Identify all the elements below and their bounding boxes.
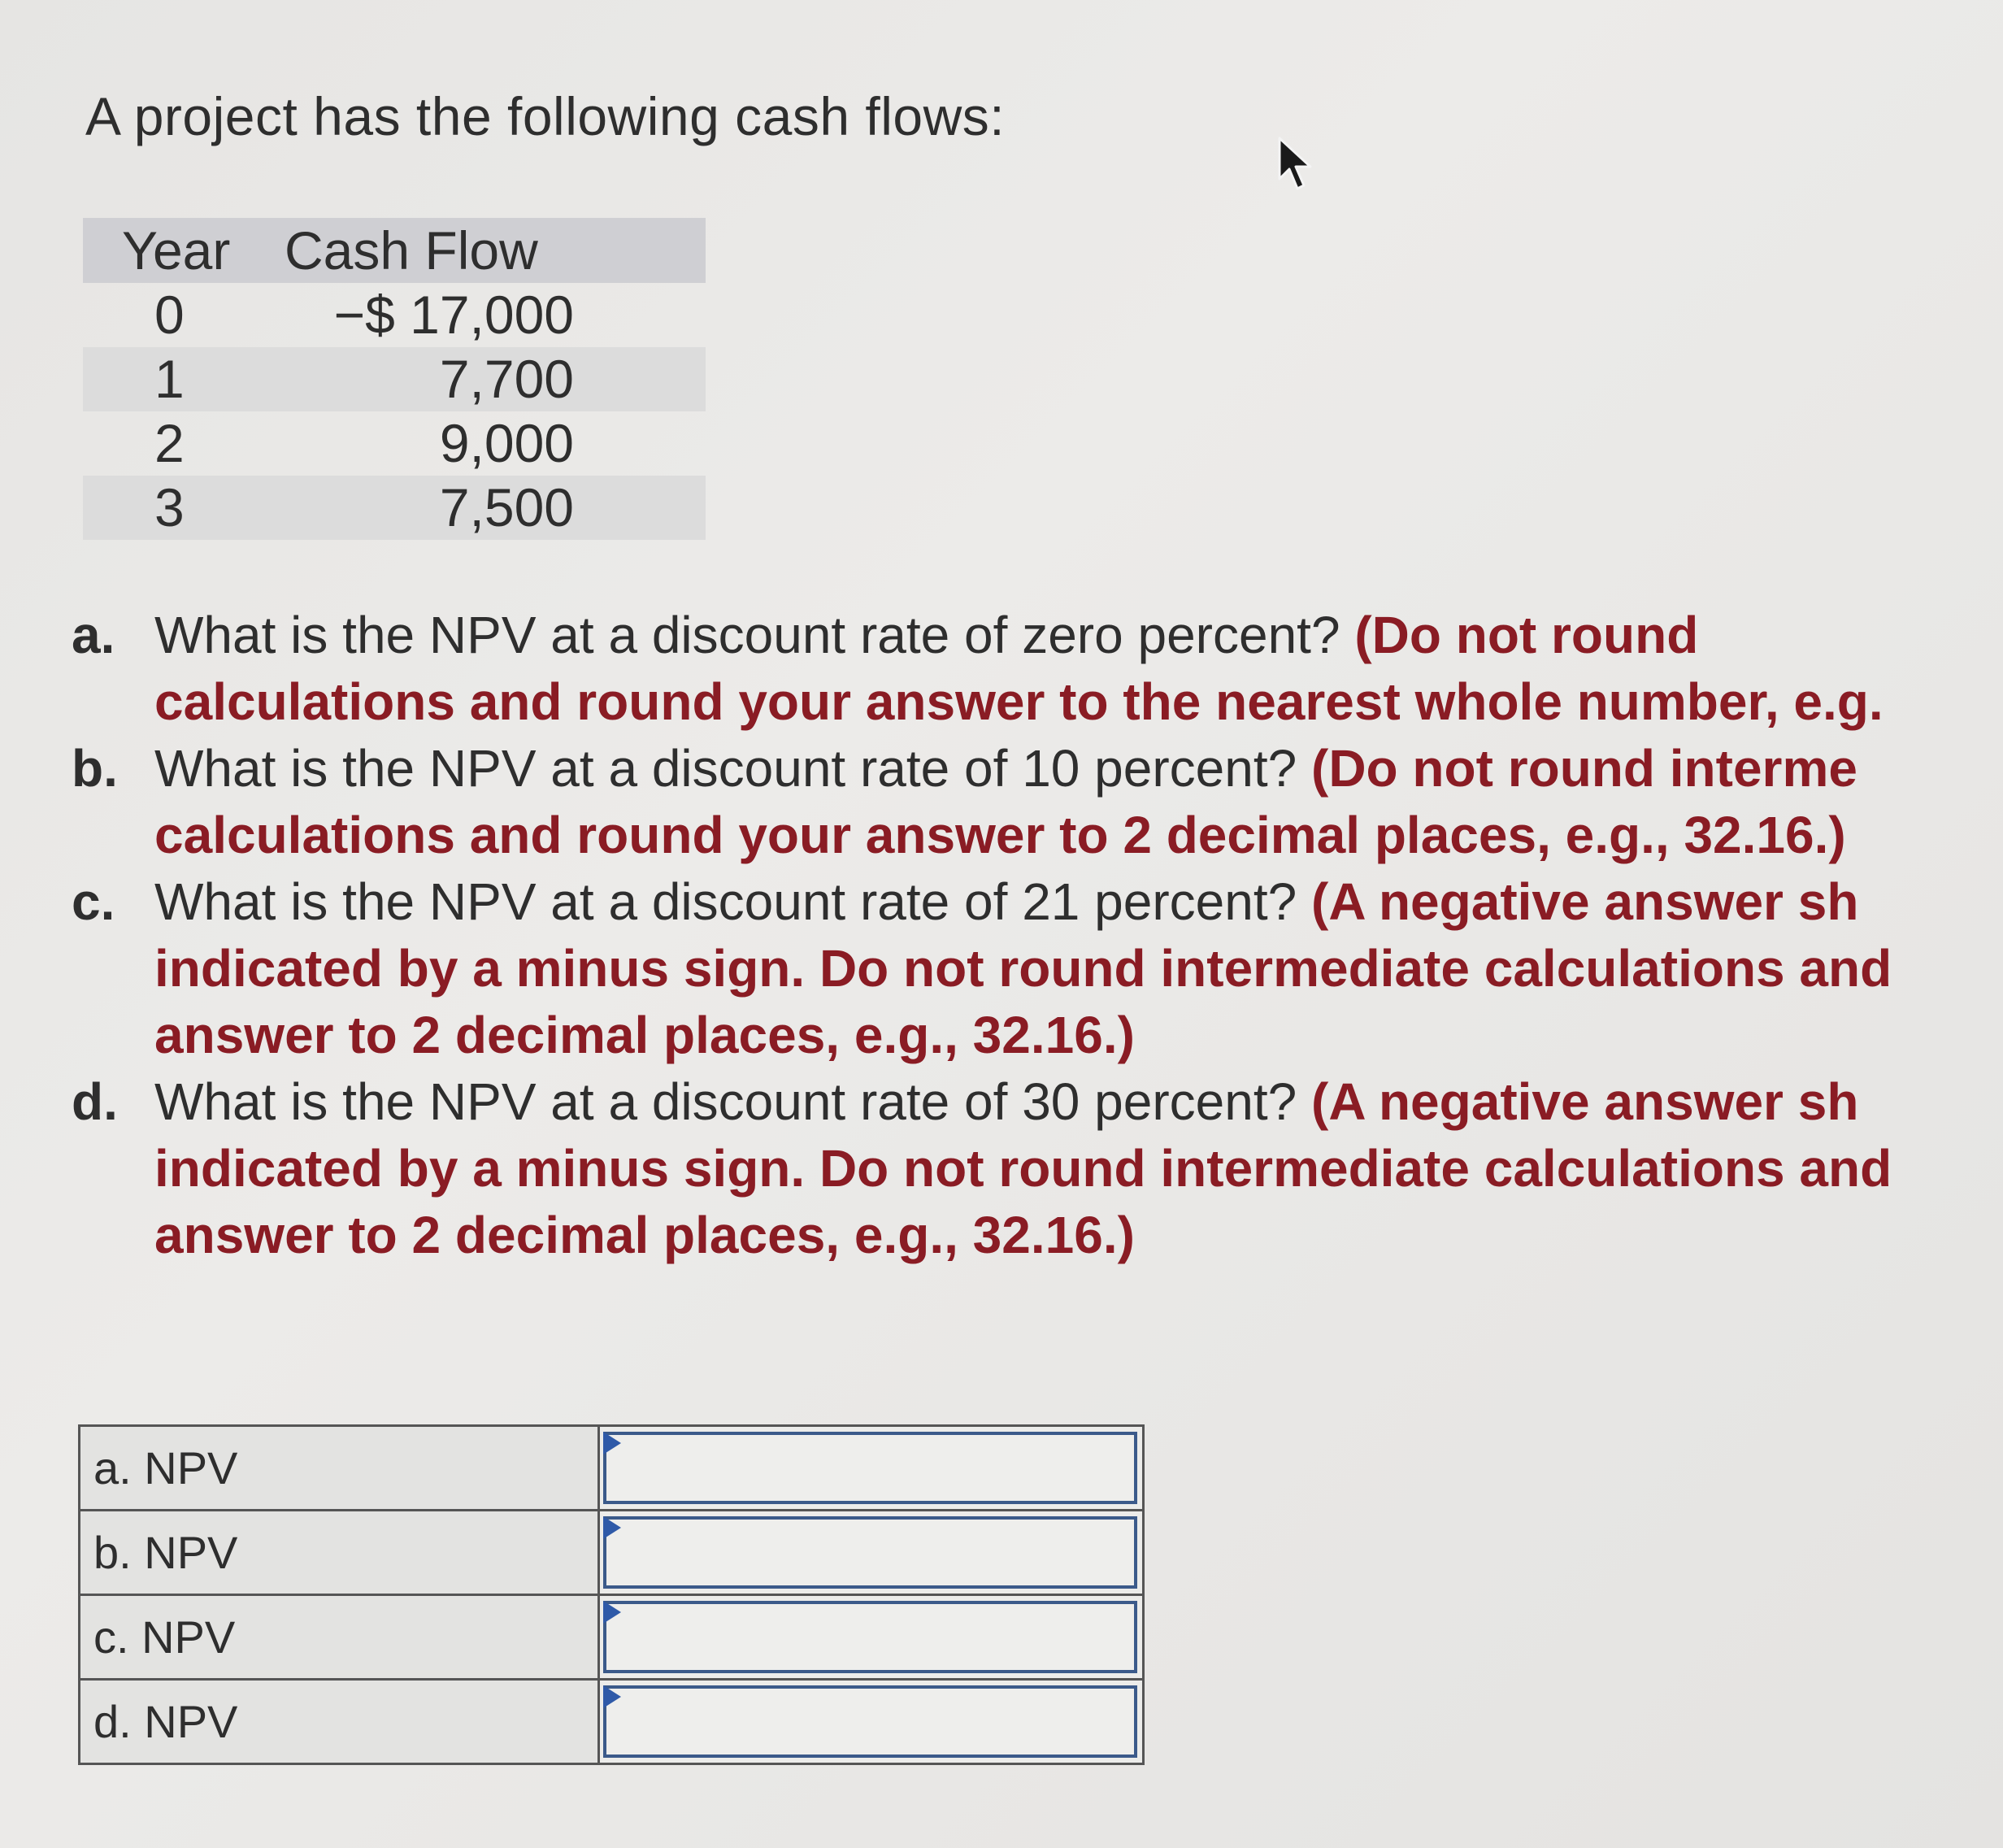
answer-label: a. NPV	[80, 1426, 599, 1511]
question-note: calculations and round your answer to 2 decimal places, e.g., 32.16.)	[154, 806, 1846, 864]
question-b	[63, 735, 2003, 868]
cash-flow-cell: 7,700	[268, 347, 706, 411]
question-line	[154, 735, 2003, 802]
answer-row-b	[80, 1511, 1144, 1595]
answer-row-d	[80, 1680, 1144, 1764]
header-year: Year	[83, 218, 268, 283]
answer-row-a	[80, 1426, 1144, 1511]
cash-flow-table	[83, 218, 706, 540]
answer-table	[78, 1424, 1145, 1765]
answer-label: b. NPV	[80, 1511, 599, 1595]
question-line	[154, 1068, 2003, 1135]
table-row	[83, 283, 706, 347]
input-marker-icon	[603, 1685, 621, 1708]
question-line	[154, 1135, 2003, 1202]
question-letter: b.	[72, 739, 118, 798]
question-text: What is the NPV at a discount rate of 30 percent?	[154, 1072, 1311, 1131]
question-note: answer to 2 decimal places, e.g., 32.16.)	[154, 1006, 1135, 1064]
question-note: (A negative answer sh	[1311, 872, 1859, 931]
question-line	[154, 1202, 2003, 1268]
answer-label: d. NPV	[80, 1680, 599, 1764]
year-cell: 1	[83, 347, 268, 411]
question-c	[63, 868, 2003, 1068]
input-marker-icon	[603, 1601, 621, 1624]
table-row	[83, 347, 706, 411]
npv-d-input[interactable]	[603, 1685, 1137, 1758]
cash-flow-cell: 9,000	[439, 413, 574, 473]
question-note: answer to 2 decimal places, e.g., 32.16.)	[154, 1206, 1135, 1264]
year-cell: 2	[154, 413, 185, 473]
question-line	[154, 668, 2003, 735]
question-line	[154, 868, 2003, 935]
question-text: What is the NPV at a discount rate of zero percent?	[154, 606, 1355, 664]
input-marker-icon	[603, 1432, 621, 1454]
question-letter: c.	[72, 872, 115, 931]
npv-a-input[interactable]	[603, 1432, 1137, 1504]
problem-intro: A project has the following cash flows:	[85, 86, 1006, 146]
answer-cell	[599, 1511, 1144, 1595]
answer-cell	[599, 1680, 1144, 1764]
npv-c-input[interactable]	[603, 1601, 1137, 1673]
input-marker-icon	[603, 1516, 621, 1539]
mouse-pointer-icon	[1276, 137, 1317, 193]
question-list	[63, 602, 2003, 1268]
answer-cell	[599, 1426, 1144, 1511]
cash-flow-cell: −$ 17,000	[333, 285, 574, 345]
answer-label: c. NPV	[80, 1595, 599, 1680]
question-line	[154, 935, 2003, 1002]
npv-b-input[interactable]	[603, 1516, 1137, 1589]
question-note: (A negative answer sh	[1311, 1072, 1859, 1131]
question-line	[154, 1002, 2003, 1068]
cash-flow-cell: 7,500	[268, 476, 706, 540]
question-a	[63, 602, 2003, 735]
table-row	[83, 411, 706, 476]
question-letter: a.	[72, 606, 115, 664]
question-text: What is the NPV at a discount rate of 10 percent?	[154, 739, 1311, 798]
question-d	[63, 1068, 2003, 1268]
question-line	[154, 802, 2003, 868]
year-cell: 0	[154, 285, 185, 345]
header-cash-flow: Cash Flow	[268, 218, 706, 283]
answer-cell	[599, 1595, 1144, 1680]
question-note: calculations and round your answer to the nearest whole number, e.g.	[154, 672, 1884, 731]
question-note: (Do not round	[1354, 606, 1699, 664]
table-row	[83, 476, 706, 540]
answer-row-c	[80, 1595, 1144, 1680]
question-note: (Do not round interme	[1311, 739, 1857, 798]
question-line	[154, 602, 2003, 668]
question-letter: d.	[72, 1072, 118, 1131]
question-note: indicated by a minus sign. Do not round intermediate calculations and	[154, 1139, 1892, 1198]
year-cell: 3	[83, 476, 268, 540]
question-text: What is the NPV at a discount rate of 21 percent?	[154, 872, 1311, 931]
question-note: indicated by a minus sign. Do not round intermediate calculations and	[154, 939, 1892, 998]
